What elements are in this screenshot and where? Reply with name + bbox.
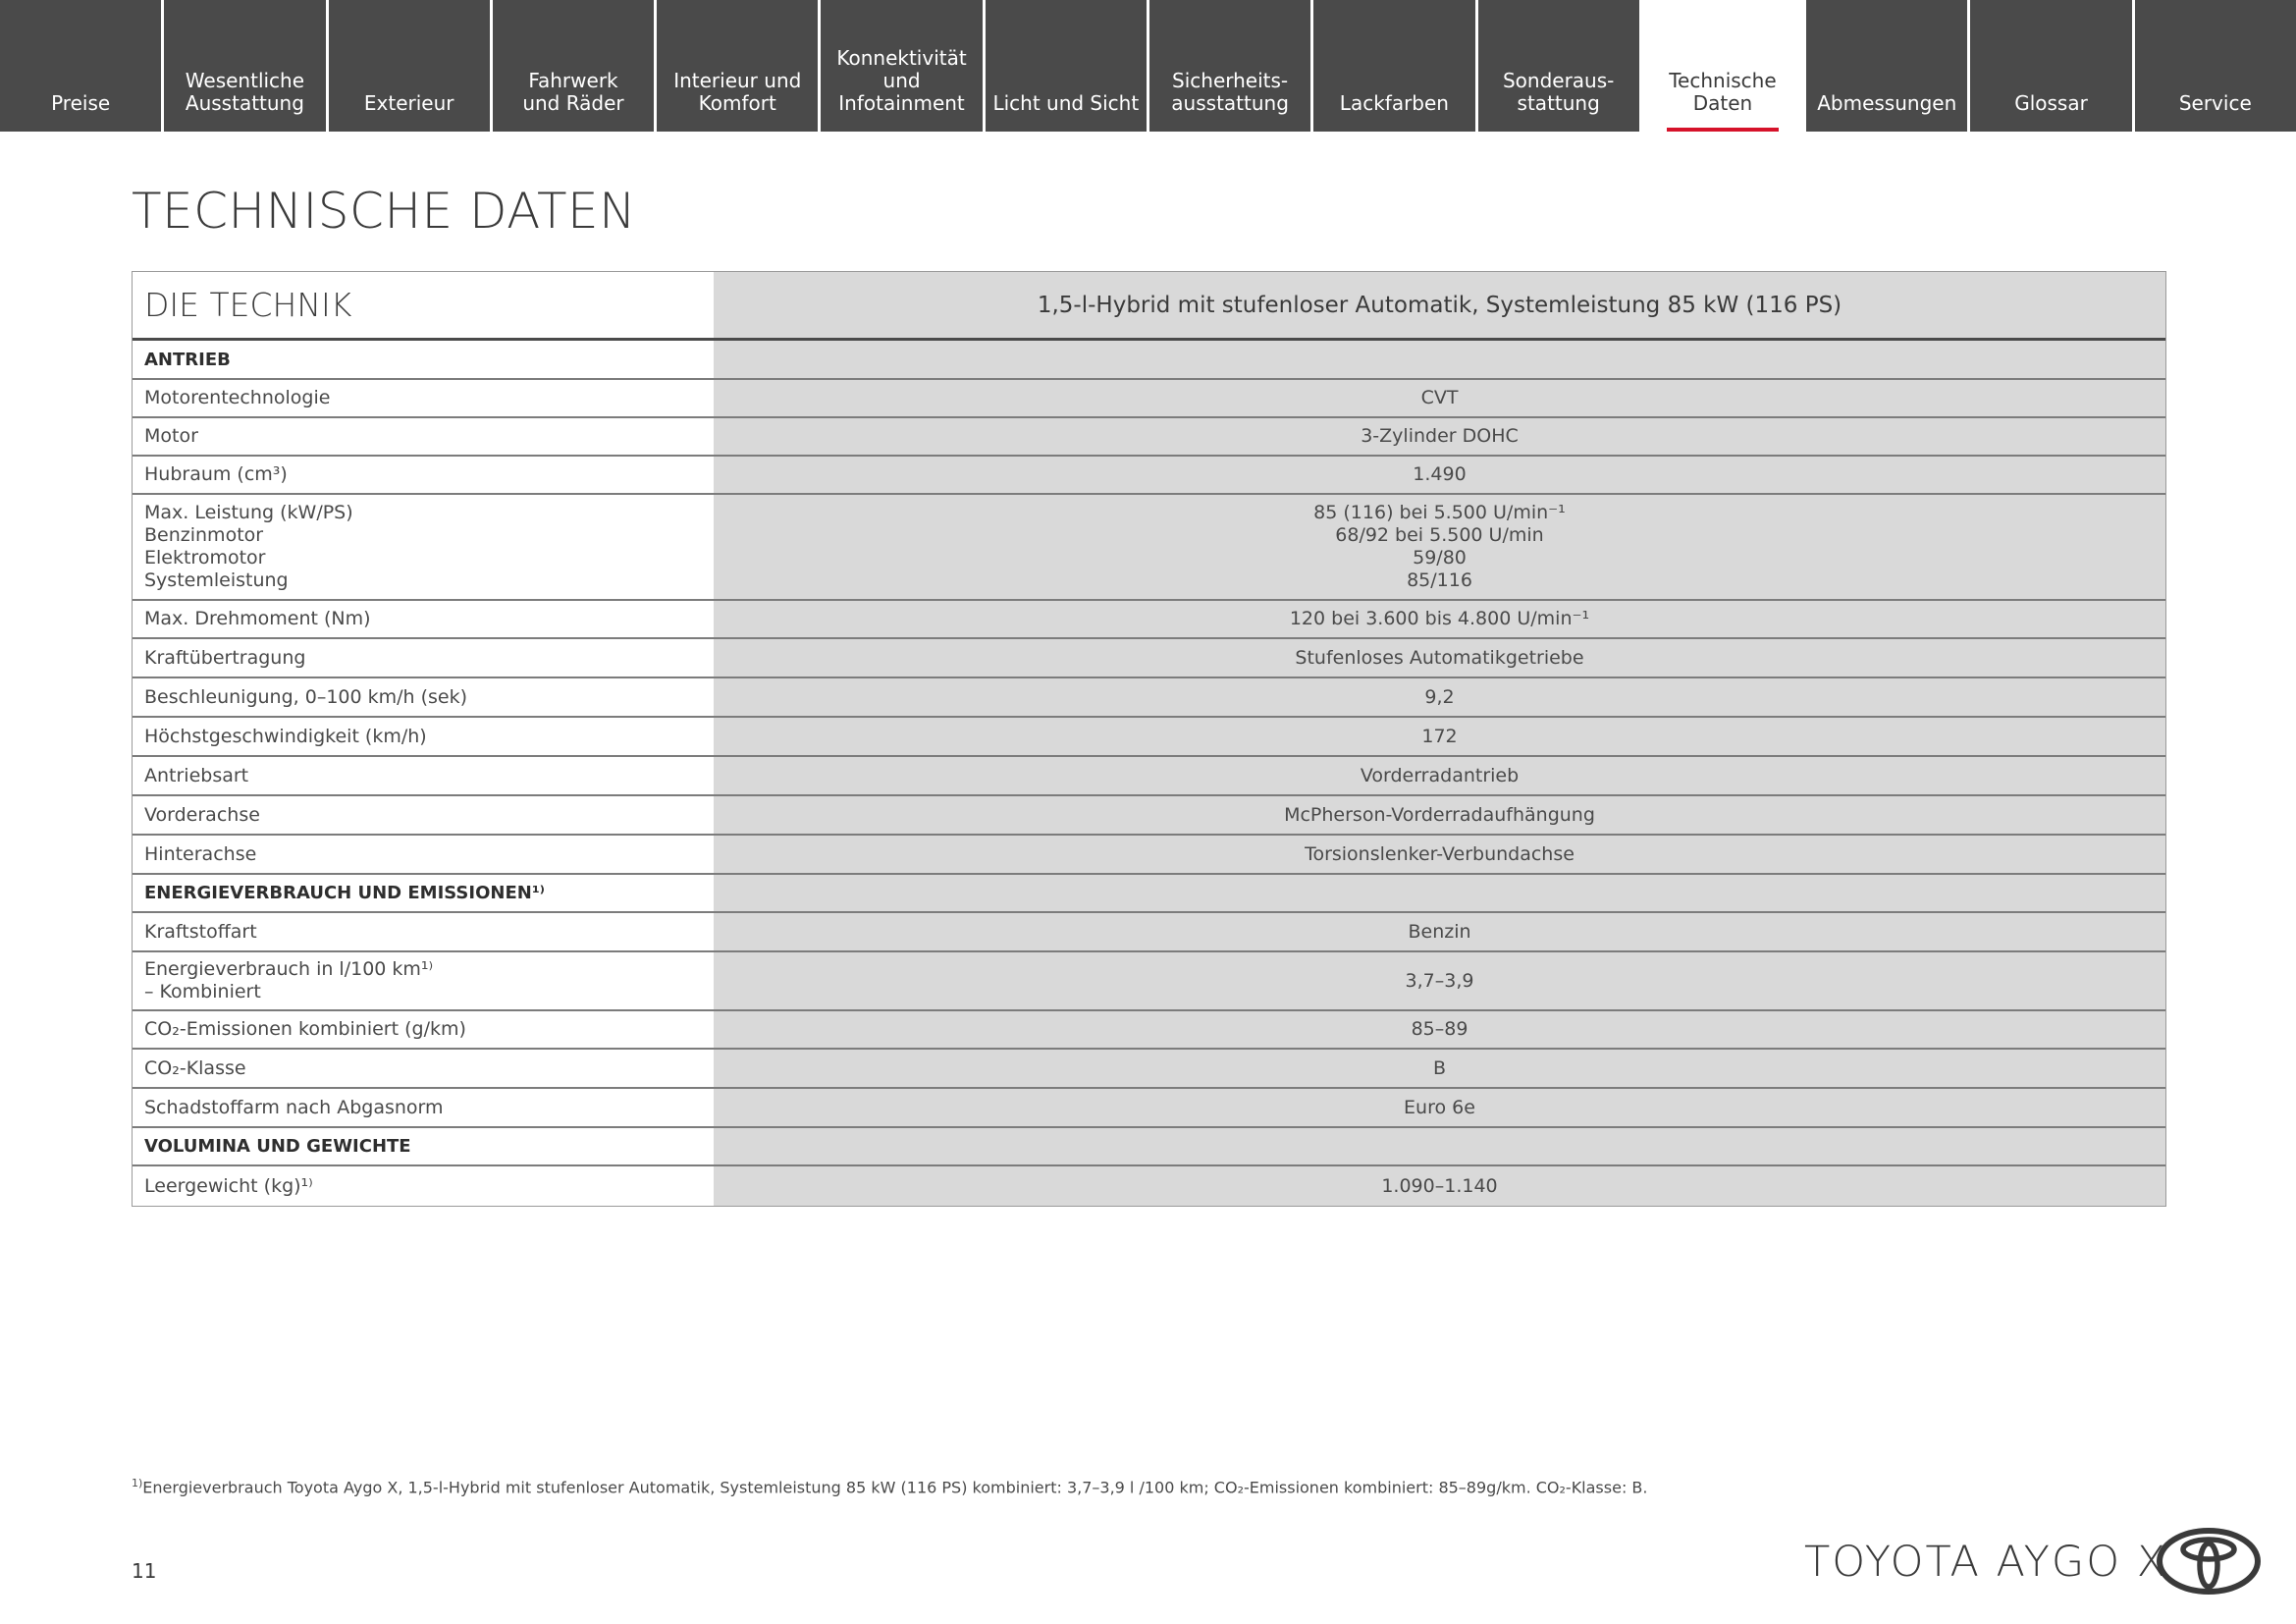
row-value: 3,7–3,9 [714,952,2165,1009]
row-label: Max. Leistung (kW/PS) Benzinmotor Elektromotor Systemleistung [133,495,714,599]
table-row [133,718,2165,757]
tab-glossar[interactable] [1970,0,2134,132]
tab-wesentliche-ausstattung[interactable] [164,0,328,132]
row-label: Motorentechnologie [133,380,714,416]
section-title: VOLUMINA UND GEWICHTE [133,1128,714,1164]
tab-label: Wesentliche Ausstattung [185,69,305,115]
row-value: Torsionslenker-Verbundachse [714,836,2165,873]
page-number: 11 [132,1559,157,1583]
row-label: Leergewicht (kg)¹⁾ [133,1166,714,1206]
table-header-title: DIE TECHNIK [133,272,714,338]
tab-konnektivitaet[interactable] [821,0,985,132]
tab-lackfarben[interactable] [1313,0,1477,132]
row-label: Motor [133,418,714,455]
row-label: Höchstgeschwindigkeit (km/h) [133,718,714,755]
table-row [133,796,2165,836]
row-value: 172 [714,718,2165,755]
row-label: Hinterachse [133,836,714,873]
row-label: CO₂-Klasse [133,1050,714,1087]
section-title: ENERGIEVERBRAUCH UND EMISSIONEN¹⁾ [133,875,714,911]
page-title: TECHNISCHE DATEN [132,183,637,240]
section-row [133,1128,2165,1166]
section-row [133,875,2165,913]
tab-exterieur[interactable] [329,0,493,132]
tab-sonderausstattung[interactable] [1478,0,1642,132]
tab-technische-daten[interactable] [1642,0,1806,132]
tab-label: Licht und Sicht [992,91,1140,115]
row-label: Max. Drehmoment (Nm) [133,601,714,637]
tab-label: Exterieur [363,91,454,115]
top-navigation [0,0,2296,132]
tab-sicherheitsausstattung[interactable] [1149,0,1313,132]
table-row [133,1050,2165,1089]
table-header-variant: 1,5-l-Hybrid mit stufenloser Automatik, Systemleistung 85 kW (116 PS) [714,272,2165,338]
table-row [133,757,2165,796]
table-row [133,678,2165,718]
table-row [133,380,2165,418]
table-row [133,952,2165,1011]
tab-label: Konnektivität und Infotainment [836,46,967,115]
row-value: 120 bei 3.600 bis 4.800 U/min⁻¹ [714,601,2165,637]
table-row [133,1166,2165,1206]
tab-label: Sicherheits- ausstattung [1171,69,1289,115]
footnote [132,1477,1647,1496]
table-row [133,639,2165,678]
tab-licht-und-sicht[interactable] [986,0,1149,132]
tab-service[interactable] [2135,0,2296,132]
tab-fahrwerk[interactable] [493,0,657,132]
table-row [133,836,2165,875]
table-row [133,1011,2165,1050]
row-label: Kraftstoffart [133,913,714,950]
row-value: 9,2 [714,678,2165,716]
row-value: 85 (116) bei 5.500 U/min⁻¹ 68/92 bei 5.500 U/min 59/80 85/116 [714,495,2165,599]
table-row [133,457,2165,495]
tab-label: Interieur und Komfort [673,69,802,115]
model-name: TOYOTA AYGO X [1804,1538,2168,1587]
section-title: ANTRIEB [133,341,714,378]
table-row [133,913,2165,952]
row-value: 1.090–1.140 [714,1166,2165,1206]
tab-label: Fahrwerk und Räder [522,69,624,115]
spec-table [132,271,2166,1207]
row-value: Euro 6e [714,1089,2165,1126]
section-row [133,341,2165,380]
row-label: Schadstoffarm nach Abgasnorm [133,1089,714,1126]
tab-label: Technische Daten [1669,69,1777,115]
row-label: Hubraum (cm³) [133,457,714,493]
tab-label: Sonderaus- stattung [1502,69,1615,115]
table-header [133,272,2165,341]
toyota-logo-icon [2157,1528,2261,1595]
row-value: CVT [714,380,2165,416]
table-row [133,1089,2165,1128]
row-value: Benzin [714,913,2165,950]
row-value: McPherson-Vorderradaufhängung [714,796,2165,834]
tab-label: Lackfarben [1339,91,1449,115]
row-label: Beschleunigung, 0–100 km/h (sek) [133,678,714,716]
tab-label: Glossar [2014,91,2088,115]
row-value: B [714,1050,2165,1087]
row-value: 1.490 [714,457,2165,493]
row-label: Kraftübertragung [133,639,714,677]
row-value: Vorderradantrieb [714,757,2165,794]
row-label: Vorderachse [133,796,714,834]
tab-interieur[interactable] [657,0,821,132]
row-label: CO₂-Emissionen kombiniert (g/km) [133,1011,714,1048]
tab-label: Abmessungen [1817,91,1957,115]
row-value: Stufenloses Automatikgetriebe [714,639,2165,677]
footnote-text: Energieverbrauch Toyota Aygo X, 1,5-l-Hybrid mit stufenloser Automatik, Systemleistung 85 kW (116 PS) kombiniert: 3,7–3,9 l /100 km; CO₂-Emissionen kombiniert: 85–89g/km. CO₂-Klasse: B. [142,1478,1648,1497]
tab-preise[interactable] [0,0,164,132]
tab-label: Preise [51,91,111,115]
row-label: Energieverbrauch in l/100 km¹⁾ – Kombiniert [133,952,714,1009]
footnote-mark: 1) [132,1477,143,1489]
row-value: 3-Zylinder DOHC [714,418,2165,455]
row-label: Antriebsart [133,757,714,794]
tab-label: Service [2178,91,2252,115]
table-row [133,418,2165,457]
tab-abmessungen[interactable] [1806,0,1970,132]
table-row [133,495,2165,601]
row-value: 85–89 [714,1011,2165,1048]
table-row [133,601,2165,639]
